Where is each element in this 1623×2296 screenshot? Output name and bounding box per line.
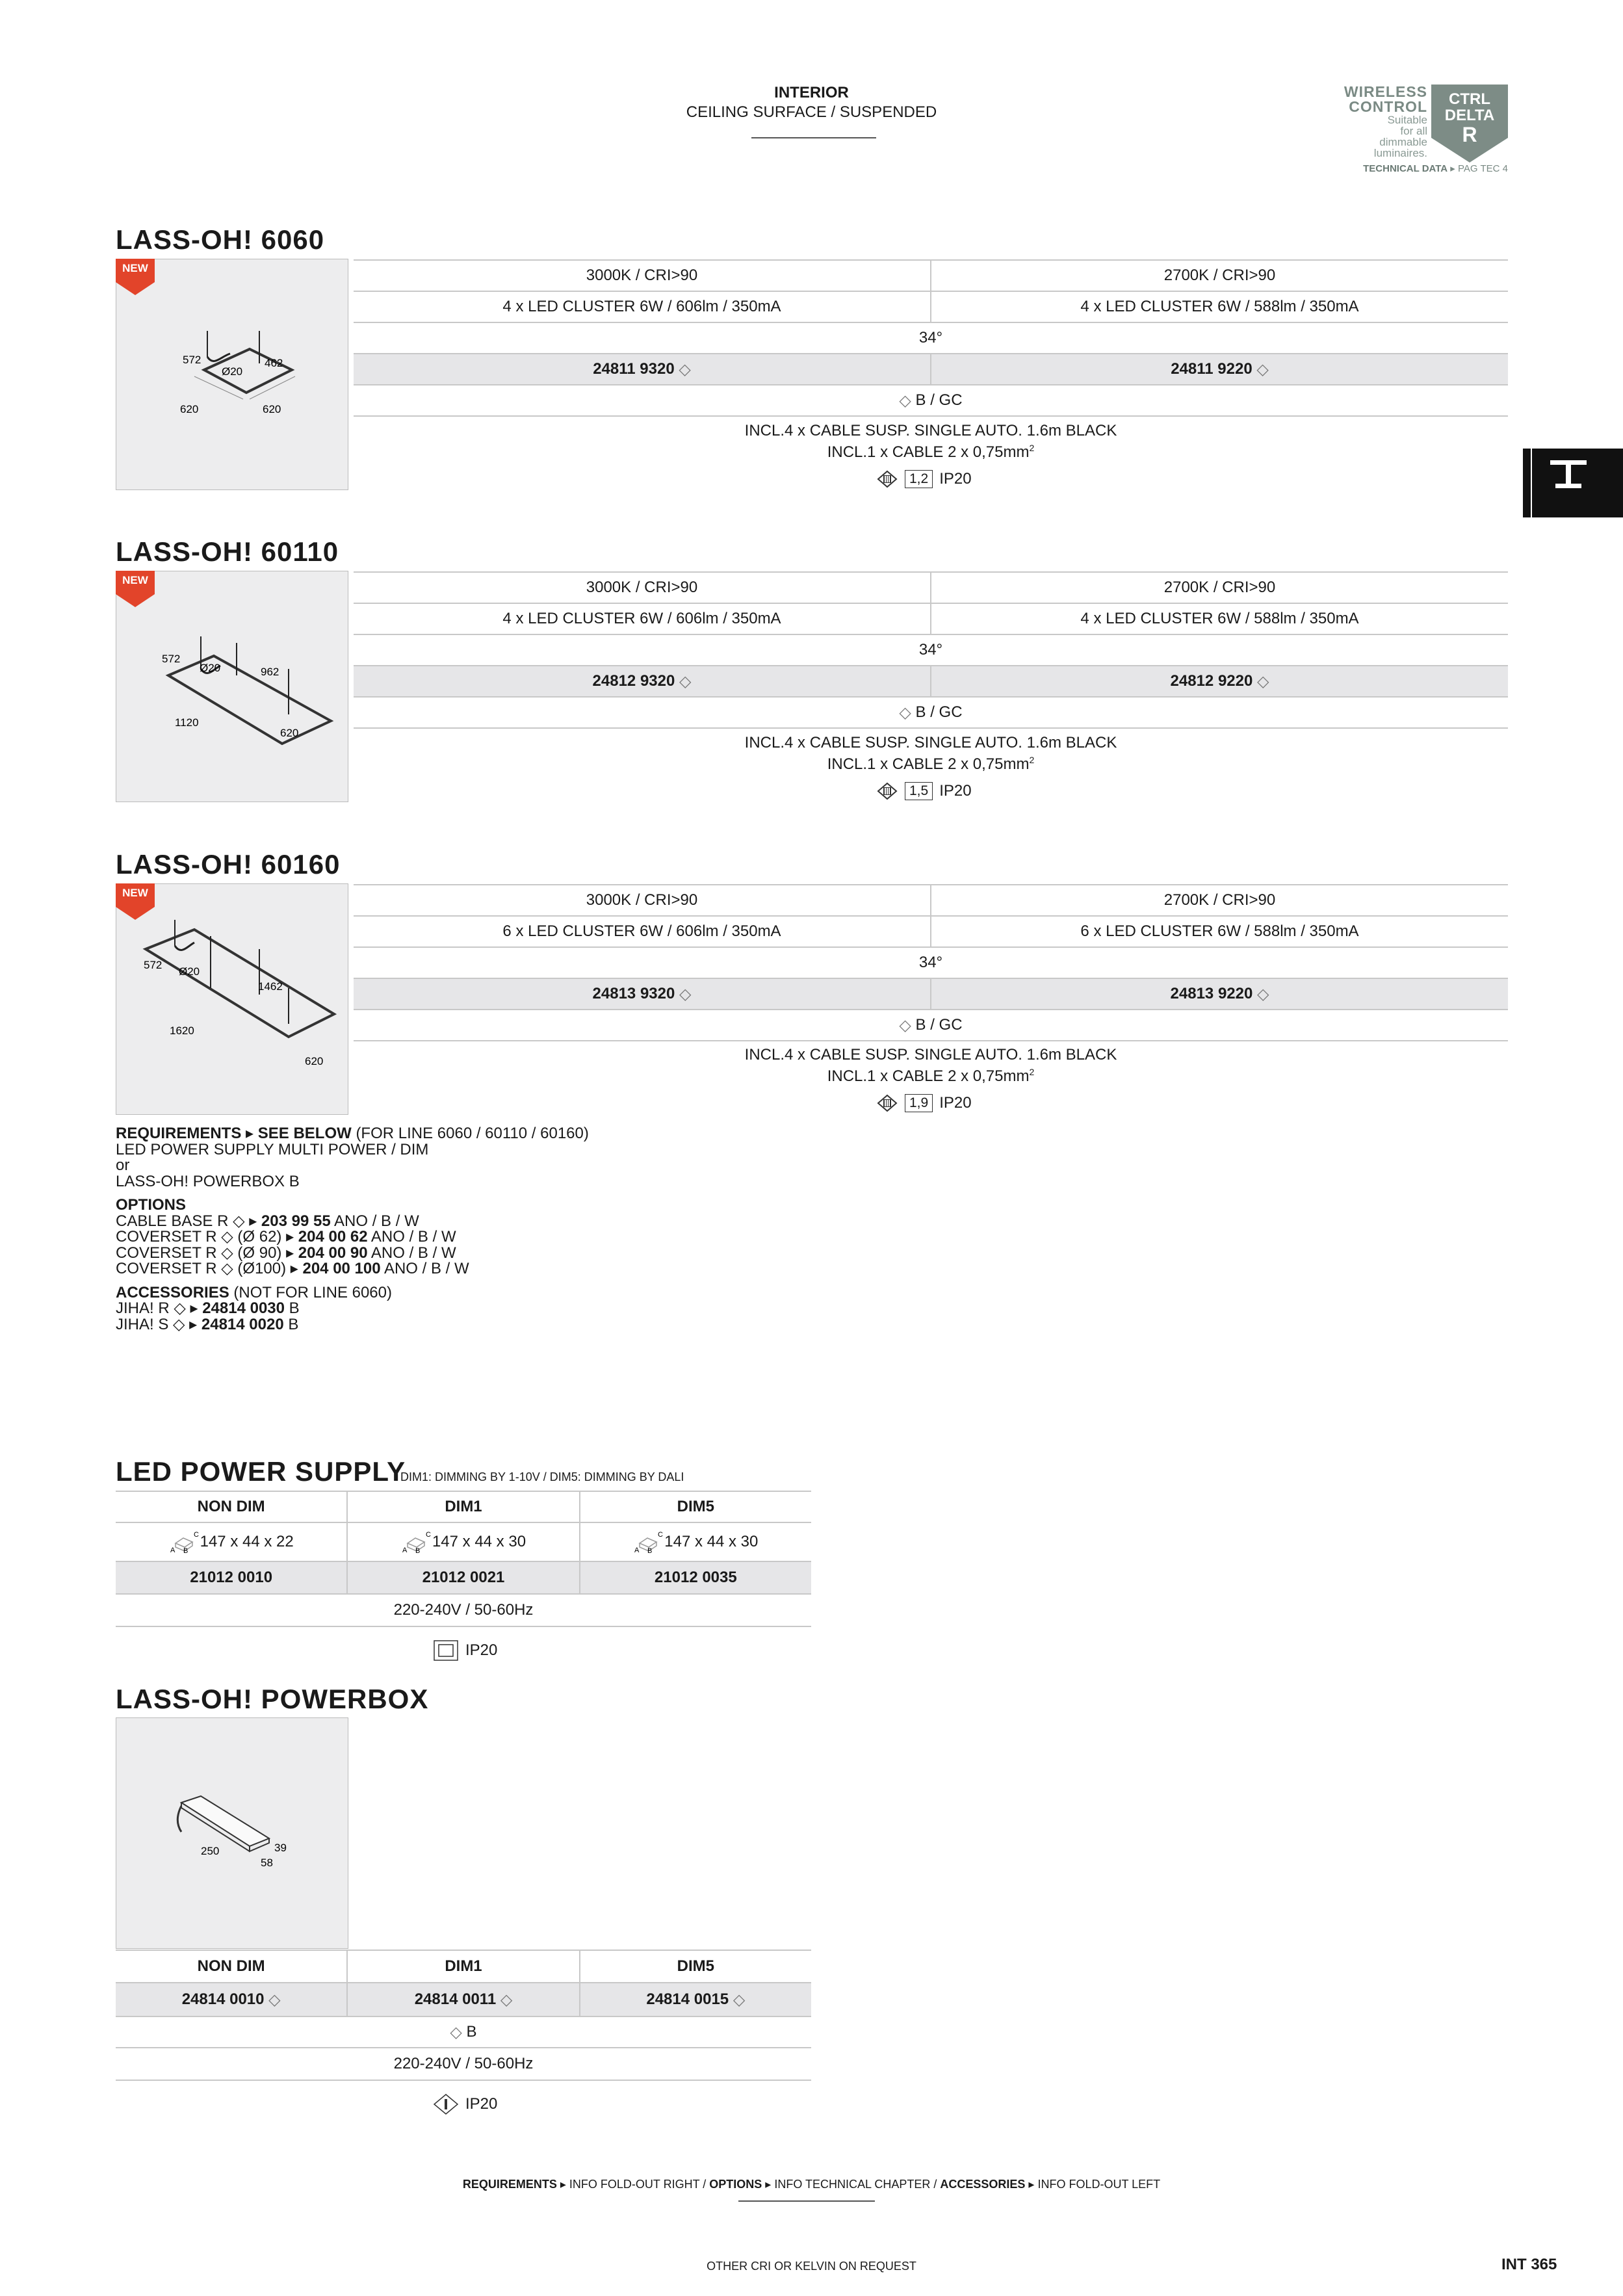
col-dim1: DIM1 (346, 1492, 578, 1522)
ip-rating: IP20 (939, 1094, 972, 1112)
suitable-text-2: for all (1400, 125, 1427, 137)
product-code-2[interactable]: 24811 9220 ◇ (930, 354, 1508, 384)
box-dimensions-icon (401, 1530, 432, 1554)
option-name: COVERSET R (116, 1260, 217, 1277)
footer-opt-text: INFO TECHNICAL CHAPTER / (774, 2178, 937, 2191)
header-category: INTERIOR (774, 84, 849, 101)
new-badge (116, 883, 155, 920)
cct-2700k: 2700K / CRI>90 (930, 885, 1508, 915)
option-code: 203 99 55 (261, 1212, 331, 1230)
option-code: 204 00 100 (302, 1260, 381, 1277)
pb-voltage-row (116, 2048, 811, 2081)
led-spec-1: 6 x LED CLUSTER 6W / 606lm / 350mA (502, 922, 781, 940)
ip-rating: IP20 (939, 470, 972, 488)
dim-c-letter: C (425, 1531, 431, 1539)
code-text: 24812 9220 (1170, 672, 1253, 690)
dim-length: 250 (201, 1845, 220, 1857)
footer-acc: ACCESSORIES (940, 2178, 1026, 2191)
option-size: (Ø 62) (237, 1228, 282, 1246)
accessory-code: 24814 0020 (201, 1315, 284, 1333)
dim-a: 620 (180, 403, 199, 415)
class-iii-icon (876, 1093, 898, 1113)
option-code: 204 00 62 (298, 1228, 368, 1246)
pb-finish-row (116, 2017, 811, 2048)
incl-cable-sup: 2 (1029, 755, 1035, 765)
accessory-code: 24814 0030 (202, 1299, 285, 1317)
spec-row-finish (354, 385, 1508, 417)
option-finish: ANO / B / W (383, 1260, 469, 1277)
ip-info (876, 1093, 972, 1113)
led-spec-1: 4 x LED CLUSTER 6W / 606lm / 350mA (502, 610, 781, 627)
badge-ctrl: CTRL (1449, 90, 1490, 108)
ip-rating: IP20 (939, 782, 972, 800)
accessory-finish: B (288, 1315, 299, 1333)
option-item: COVERSET R ◇ (Ø 62) ▸ 204 00 62 ANO / B / W (116, 1228, 456, 1246)
ps-code[interactable]: 21012 0010 (190, 1569, 273, 1586)
finish-text: B / GC (915, 703, 963, 721)
ps-voltage: 220-240V / 50-60Hz (393, 1601, 534, 1619)
pb-code-row (116, 1983, 811, 2017)
size-cell (116, 1523, 346, 1561)
pb-header-row (116, 1950, 811, 1983)
included-info (354, 735, 1508, 773)
dim-b-letter: B (183, 1547, 188, 1554)
option-finish: ANO / B / W (370, 1244, 456, 1262)
code-text: 24812 9320 (592, 672, 675, 690)
option-code: 204 00 90 (298, 1244, 368, 1262)
finish-cell: ◇ B / GC (899, 1016, 963, 1034)
accessory-item: JIHA! R ◇ ▸ 24814 0030 B (116, 1299, 300, 1317)
finish-cell: ◇ B / GC (899, 703, 963, 722)
spec-row-cct (354, 571, 1508, 604)
option-name: CABLE BASE R (116, 1212, 229, 1230)
accessory-item: JIHA! S ◇ ▸ 24814 0020 B (116, 1315, 299, 1333)
incl-cable: INCL.1 x CABLE 2 x 0,75mm (827, 443, 1030, 461)
size-text: 147 x 44 x 30 (432, 1533, 526, 1550)
footer-opt: OPTIONS (709, 2178, 762, 2191)
options-label: OPTIONS (116, 1196, 187, 1214)
dim-a-letter: A (402, 1546, 408, 1554)
option-name: COVERSET R (116, 1244, 217, 1262)
requirements-label: REQUIREMENTS (116, 1125, 242, 1142)
suitable-text-4: luminaires. (1373, 147, 1427, 159)
ps-header-row (116, 1491, 811, 1523)
option-finish: ANO / B / W (334, 1212, 419, 1230)
req-powerbox: LASS-OH! POWERBOX B (116, 1172, 300, 1190)
accessory-finish: B (289, 1299, 300, 1317)
option-size: (Ø 90) (237, 1244, 282, 1262)
led-spec-2: 4 x LED CLUSTER 6W / 588lm / 350mA (930, 292, 1508, 322)
ps-ip-info (433, 1639, 497, 1662)
power-supply-note: DIM1: DIMMING BY 1-10V / DIM5: DIMMING BY DALI (400, 1470, 684, 1483)
weight-box: 1,2 (905, 470, 933, 488)
dim-a-letter: A (170, 1546, 175, 1554)
incl-cable-sup: 2 (1029, 1067, 1035, 1077)
dim-diameter: Ø20 (200, 662, 221, 674)
product-code-1[interactable]: 24812 9320 ◇ (592, 672, 692, 690)
new-label: NEW (122, 262, 148, 274)
dim-b-letter: B (415, 1547, 421, 1554)
pb-ip-info (433, 2093, 497, 2115)
new-badge (116, 571, 155, 607)
footer-divider (738, 2200, 875, 2202)
spec-row-beam (354, 323, 1508, 354)
beam-angle: 34° (918, 641, 943, 659)
incl-cable: INCL.1 x CABLE 2 x 0,75mm (827, 755, 1030, 773)
class-ii-icon (433, 1639, 459, 1662)
ctrl-delta-shield-icon (1431, 85, 1508, 163)
finish-text: B / GC (915, 391, 963, 409)
weight-box: 1,5 (905, 782, 933, 800)
code-text: 24813 9320 (592, 985, 675, 1002)
led-spec-1: 4 x LED CLUSTER 6W / 606lm / 350mA (502, 298, 781, 315)
dim-diameter: Ø20 (222, 365, 243, 378)
accessory-name: JIHA! S (116, 1315, 169, 1333)
option-size: (Ø100) (237, 1260, 287, 1277)
header-divider (751, 137, 876, 138)
code-text: 24814 0011 (414, 1990, 497, 2008)
incl-cable-susp: INCL.4 x CABLE SUSP. SINGLE AUTO. 1.6m BLACK (744, 422, 1117, 439)
spec-row-led (354, 604, 1508, 635)
spec-row-cct (354, 259, 1508, 292)
dim-width: 58 (261, 1857, 273, 1869)
class-iii-icon (876, 781, 898, 801)
dim-c-letter: C (193, 1531, 199, 1539)
dim-height: 572 (144, 959, 162, 971)
pb-voltage: 220-240V / 50-60Hz (393, 2055, 534, 2072)
suitable-text-3: dimmable (1379, 136, 1427, 148)
cct-3000k: 3000K / CRI>90 (586, 891, 698, 909)
product-code-2[interactable]: 24813 9220 ◇ (930, 979, 1508, 1009)
size-text: 147 x 44 x 22 (200, 1533, 294, 1550)
finish-cell: ◇ B / GC (899, 391, 963, 410)
dim-height: 39 (274, 1842, 287, 1854)
product-title: LASS-OH! 6060 (116, 224, 325, 255)
footer-legend: REQUIREMENTS ▸ INFO FOLD-OUT RIGHT / OPTIONS ▸ INFO TECHNICAL CHAPTER / ACCESSORIES ▸ INFO FOLD-OUT LEFT (462, 2178, 1161, 2191)
spec-row-beam (354, 948, 1508, 979)
wireless-label: WIRELESS (1344, 83, 1427, 100)
option-name: COVERSET R (116, 1228, 217, 1246)
power-supply-title: LED POWER SUPPLY (116, 1456, 406, 1487)
dim-height: 572 (183, 354, 201, 366)
control-label: CONTROL (1349, 98, 1427, 115)
spec-row-codes (354, 979, 1508, 1010)
led-spec-2: 4 x LED CLUSTER 6W / 588lm / 350mA (930, 604, 1508, 634)
spec-row-led (354, 917, 1508, 948)
new-label: NEW (122, 574, 148, 586)
size-cell (346, 1523, 578, 1561)
badge-delta: DELTA (1444, 107, 1495, 124)
dim-a-letter: A (634, 1546, 640, 1554)
dim-width: 962 (261, 666, 279, 678)
pb-ip-rating: IP20 (465, 2095, 498, 2113)
powerbox-drawing (116, 1718, 348, 1948)
ps-ip-rating: IP20 (465, 1641, 498, 1659)
see-below: SEE BELOW (257, 1125, 352, 1142)
ps-size-row (116, 1523, 811, 1562)
ps-code[interactable]: 21012 0035 (579, 1562, 811, 1593)
col-dim1: DIM1 (346, 1951, 578, 1982)
product-code-1[interactable]: 24813 9320 ◇ (592, 985, 692, 1003)
dim-width: 462 (265, 357, 283, 369)
code-text: 24811 9320 (593, 360, 675, 378)
accessories-note: (NOT FOR LINE 6060) (233, 1283, 392, 1301)
cct-3000k: 3000K / CRI>90 (586, 267, 698, 284)
dim-b: 620 (280, 727, 299, 739)
technical-data-ref[interactable]: TECHNICAL DATA ▸ PAG TEC 4 (1363, 163, 1508, 174)
included-info (354, 1047, 1508, 1085)
spec-row-cct (354, 884, 1508, 917)
technical-data-page: PAG TEC 4 (1458, 163, 1508, 174)
code-text: 24813 9220 (1170, 985, 1253, 1002)
code-text: 24811 9220 (1171, 360, 1253, 378)
weight-box: 1,9 (905, 1094, 933, 1112)
footer-note: OTHER CRI OR KELVIN ON REQUEST (707, 2260, 916, 2273)
finish-text: B / GC (915, 1016, 963, 1034)
accessory-name: JIHA! R (116, 1299, 170, 1317)
pb-finish-cell: ◇ B (450, 2023, 477, 2041)
footer-req-text: INFO FOLD-OUT RIGHT / (569, 2178, 707, 2191)
included-info (354, 423, 1508, 461)
cct-2700k: 2700K / CRI>90 (930, 573, 1508, 603)
pb-code[interactable]: 24814 0015 ◇ (579, 1983, 811, 2016)
ip-info (876, 469, 972, 489)
footer-req: REQUIREMENTS (462, 2178, 557, 2191)
col-dim5: DIM5 (579, 1951, 811, 1982)
size-cell (579, 1523, 811, 1561)
dim-height: 572 (162, 653, 181, 665)
incl-cable-susp: INCL.4 x CABLE SUSP. SINGLE AUTO. 1.6m BLACK (744, 734, 1117, 751)
footer-acc-text: INFO FOLD-OUT LEFT (1037, 2178, 1161, 2191)
beam-angle: 34° (918, 329, 943, 346)
req-power-supply: LED POWER SUPPLY MULTI POWER / DIM (116, 1140, 429, 1158)
product-title: LASS-OH! 60110 (116, 536, 339, 567)
dim-b: 620 (263, 403, 281, 415)
spec-row-codes (354, 354, 1508, 385)
powerbox-title: LASS-OH! POWERBOX (116, 1684, 429, 1714)
dim-a: 1620 (170, 1024, 194, 1037)
ps-code-row (116, 1562, 811, 1595)
size-text: 147 x 44 x 30 (664, 1533, 759, 1550)
ps-voltage-row (116, 1595, 811, 1627)
powerbox-image (116, 1717, 348, 1949)
dim-a: 1120 (175, 716, 199, 729)
incl-cable: INCL.1 x CABLE 2 x 0,75mm (827, 1067, 1030, 1085)
cct-2700k: 2700K / CRI>90 (930, 261, 1508, 291)
requirements-for: (FOR LINE 6060 / 60110 / 60160) (356, 1125, 589, 1142)
new-badge (116, 259, 155, 295)
col-non-dim: NON DIM (197, 1498, 265, 1515)
spec-row-finish (354, 698, 1508, 729)
dim-diameter: Ø20 (179, 965, 200, 978)
option-item: COVERSET R ◇ (Ø 90) ▸ 204 00 90 ANO / B / W (116, 1244, 456, 1262)
new-label: NEW (122, 887, 148, 899)
ip-info (876, 781, 972, 801)
pb-code[interactable]: 24814 0010 ◇ (181, 1990, 281, 2009)
ps-code[interactable]: 21012 0021 (346, 1562, 578, 1593)
dim-b: 620 (305, 1055, 324, 1067)
wireless-control-badge (1339, 85, 1508, 176)
class-iii-icon (876, 469, 898, 489)
dim-width: 1462 (258, 980, 283, 993)
spec-row-codes (354, 666, 1508, 698)
spec-row-led (354, 292, 1508, 323)
badge-r: R (1462, 123, 1477, 146)
code-text: 24814 0010 (181, 1990, 265, 2008)
req-or: or (116, 1156, 130, 1174)
header-subtitle: CEILING SURFACE / SUSPENDED (686, 103, 937, 121)
option-finish: ANO / B / W (370, 1228, 456, 1246)
spec-row-beam (354, 635, 1508, 666)
product-title: LASS-OH! 60160 (116, 849, 341, 880)
box-dimensions-icon (633, 1530, 664, 1554)
accessories-label: ACCESSORIES (116, 1283, 229, 1301)
suitable-text: Suitable (1387, 114, 1427, 126)
ceiling-mount-icon (1523, 449, 1623, 517)
option-item: CABLE BASE R ◇ ▸ 203 99 55 ANO / B / W (116, 1212, 419, 1230)
incl-cable-sup: 2 (1029, 443, 1035, 453)
cct-3000k: 3000K / CRI>90 (586, 579, 698, 596)
page-number: INT 365 (1501, 2256, 1557, 2273)
col-non-dim: NON DIM (197, 1957, 265, 1975)
pb-code[interactable]: 24814 0011 ◇ (346, 1983, 578, 2016)
beam-angle: 34° (918, 954, 943, 971)
pb-finish: B (466, 2023, 477, 2041)
class-i-icon (433, 2093, 459, 2115)
col-dim5: DIM5 (579, 1492, 811, 1522)
code-text: 24814 0015 (646, 1990, 729, 2008)
box-dimensions-icon (169, 1530, 200, 1554)
technical-data-label: TECHNICAL DATA (1363, 163, 1448, 174)
led-spec-2: 6 x LED CLUSTER 6W / 588lm / 350mA (930, 917, 1508, 946)
incl-cable-susp: INCL.4 x CABLE SUSP. SINGLE AUTO. 1.6m BLACK (744, 1046, 1117, 1063)
side-tab (1523, 449, 1623, 517)
dim-b-letter: B (647, 1547, 653, 1554)
requirements-block: REQUIREMENTS ▸ SEE BELOW (FOR LINE 6060 / 60110 / 60160) LED POWER SUPPLY MULTI POWER / DIM or LASS-OH! POWERBOX B OPTIONS CABLE BASE R ◇ ▸ 203 99 55 ANO / B / W COVERSET R ◇ (Ø 62) ▸ 204 00 62 ANO / B / W COVERSET R ◇ (Ø 90) ▸ 204 00 90 ANO / B / W COVERSET R ◇ (Ø100) ▸ 204 00 100 ANO / B / W ACCESSORIES (NOT FOR LINE 6060) JIHA! R ◇ ▸ 24814 0030 B JIHA! S ◇ ▸ 24814 0020 B (116, 1125, 589, 1333)
dim-c-letter: C (658, 1531, 664, 1539)
option-item: COVERSET R ◇ (Ø100) ▸ 204 00 100 ANO / B / W (116, 1260, 469, 1277)
product-code-1[interactable]: 24811 9320 ◇ (593, 360, 691, 378)
product-code-2[interactable]: 24812 9220 ◇ (930, 666, 1508, 696)
spec-row-finish (354, 1010, 1508, 1041)
